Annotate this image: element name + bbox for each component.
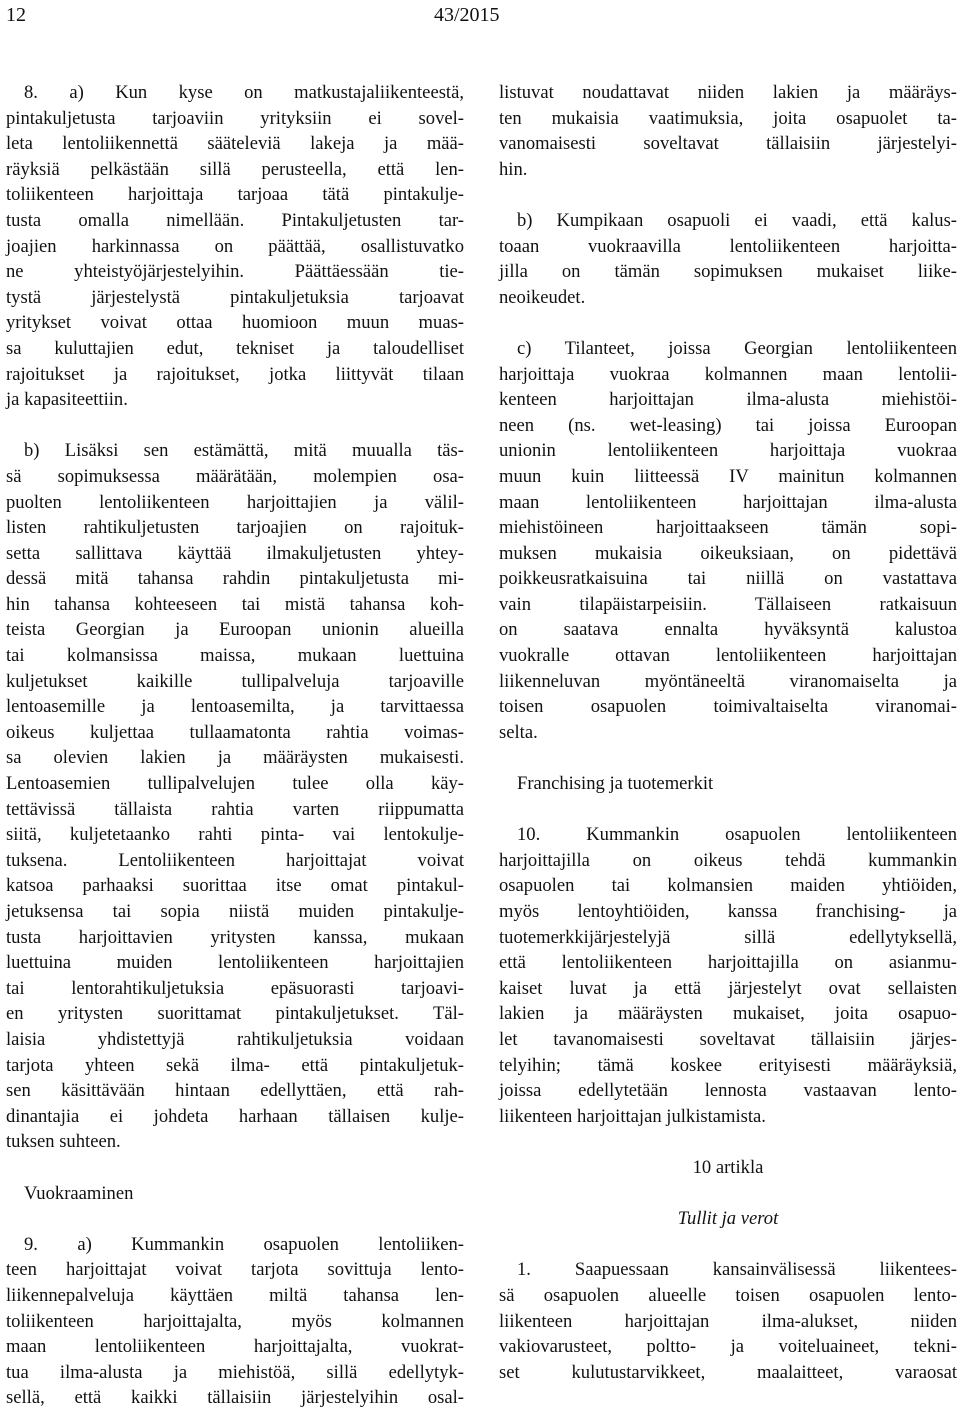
text-line: tuksena. Lentoliikenteen harjoittajat voivat (6, 849, 464, 871)
text-line: luettuina muiden lentoliikenteen harjoittajien (6, 952, 464, 974)
text-line: muksen mukaisia oikeuksiaan, on pidettävä (499, 542, 957, 564)
text-line: dinantajia ei johdeta harhaan tällaisen kulje- (6, 1105, 464, 1127)
text-line: en yritysten suorittamat pintakuljetukset. Täl- (6, 1003, 464, 1025)
text-line: c) Tilanteet, joissa Georgian lentoliikenteen (517, 337, 957, 359)
text-line: vuokralle ottavan lentoliikenteen harjoittajan (499, 645, 957, 667)
text-line: sen käsittävään hintaan edellyttäen, että rah- (6, 1080, 464, 1102)
paragraph (499, 80, 957, 182)
text-line: tua ilma-alusta ja miehistöä, sillä edellytyk- (6, 1361, 464, 1383)
text-line: sä osapuolen alueelle toisen osapuolen lento- (499, 1284, 957, 1306)
text-line: tusta omalla nimellään. Pintakuljetusten tar- (6, 209, 464, 231)
text-line: pintakuljetusta tarjoaviin yrityksiin ei sovel- (6, 107, 464, 129)
text-line: selta. (499, 721, 538, 743)
text-line: räyksiä pelkästään sillä perusteella, että len- (6, 158, 464, 180)
text-line: listuvat noudattavat niiden lakien ja määräys- (499, 82, 957, 103)
text-line: teista Georgian ja Euroopan unionin alueilla (6, 619, 464, 641)
text-line: tuotemerkkijärjestelyjä sillä edellytyksellä, (499, 926, 957, 948)
text-line: kuljetukset kaikille tullipalveluja tarjoaville (6, 670, 464, 692)
document-reference: 43/2015 (434, 4, 500, 26)
left-column (6, 80, 464, 1411)
text-line: liikenteen harjoittajan julkistamista. (499, 1105, 766, 1127)
right-column (499, 80, 957, 1385)
text-line: puolten lentoliikenteen harjoittajien ja välil- (6, 491, 464, 513)
text-line: maan lentoliikenteen harjoittajalta, vuokrat- (6, 1336, 464, 1358)
text-line: b) Kumpikaan osapuoli ei vaadi, että kalus- (517, 209, 957, 231)
text-line: oikeus kuljettaa tullaamatonta rahtia voimas- (6, 721, 464, 743)
paragraph (6, 1232, 464, 1411)
text-line: miehistöineen harjoittaakseen tämän sopi- (499, 517, 957, 539)
text-line: jilla on tämän sopimuksen mukaiset liike- (499, 261, 957, 283)
text-line: toliikenteen harjoittaja tarjoaa tätä pintakulje- (6, 184, 464, 206)
text-line: 8. a) Kun kyse on matkustajaliikenteestä, (24, 82, 464, 103)
text-line: sä sopimuksessa määrätään, molempien osa- (6, 465, 464, 487)
text-line: 1. Saapuessaan kansainvälisessä liikentees- (517, 1259, 957, 1281)
text-line: tarjota yhteen sekä ilma- että pintakuljetuk- (6, 1054, 464, 1076)
text-line: ne yhteistyöjärjestelyihin. Päättäessään tie- (6, 261, 464, 283)
text-line: on saatava ennalta hyväksyntä kalustoa (499, 619, 957, 641)
paragraph (499, 208, 957, 310)
text-line: jetuksensa tai sopia niistä muiden pintakulje- (6, 901, 464, 922)
text-line: tystä järjestelystä pintakuljetuksia tarjoavat (6, 286, 464, 308)
text-line: sa kuluttajien edut, tekniset ja taloudelliset (6, 337, 464, 359)
text-line: ten mukaisia vaatimuksia, joita osapuolet ta- (499, 107, 957, 129)
text-line: harjoittajilla on oikeus tehdä kummankin (499, 849, 957, 871)
text-line: muun kuin liitteessä IV mainitun kolmannen (499, 465, 957, 487)
text-line: yritykset voivat ottaa huomioon muun muas- (6, 312, 464, 334)
text-line: hin tahansa kohteeseen tai mistä tahansa koh- (6, 593, 464, 615)
text-line: setta sallittava käyttää ilmakuljetusten yhtey- (6, 542, 464, 564)
text-line: joajien harkinnassa on päättää, osallistuvatko (6, 235, 464, 257)
text-line: kaiset luvat ja että järjestelyt ovat sellaisten (499, 977, 957, 999)
article-number: 10 artikla (692, 1156, 764, 1178)
text-line: leta lentoliikennettä sääteleviä lakeja ja mää- (6, 133, 464, 155)
text-line: dessä mitä tahansa rahdin pintakuljetusta mi- (6, 568, 464, 590)
text-line: vanomaisesti soveltavat tällaisiin järjestelyi- (499, 133, 957, 155)
text-line: neoikeudet. (499, 286, 586, 308)
text-line: ja kapasiteettiin. (6, 389, 128, 411)
page-number: 12 (6, 4, 26, 26)
text-line: sa olevien lakien ja määräysten mukaisesti. (6, 747, 464, 769)
section-heading: Vuokraaminen (24, 1182, 134, 1204)
text-line: tettävissä tällaista rahtia varten riippumatta (6, 798, 464, 820)
text-line: liikennepalveluja käyttäen miltä tahansa len- (6, 1284, 464, 1306)
text-line: tusta harjoittavien yritysten kanssa, mukaan (6, 926, 464, 948)
paragraph (499, 822, 957, 1129)
text-line: tai lentorahtikuljetuksia epäsuorasti tarjoavi- (6, 977, 464, 999)
text-line: set kulutustarvikkeet, maalaitteet, varaosat (499, 1361, 957, 1383)
text-line: neen (ns. wet-leasing) tai joissa Euroopan (499, 414, 957, 436)
text-line: unionin lentoliikenteen harjoittaja vuokraa (499, 440, 957, 462)
text-line: lentoasemille ja lentoasemilta, ja tarvittaessa (6, 696, 464, 718)
text-line: kenteen harjoittajan ilma-alusta miehistöi- (499, 389, 957, 411)
text-line: että lentoliikenteen harjoittajilla on asianmu- (499, 952, 957, 974)
text-line: tai kolmansissa maissa, mukaan luettuina (6, 645, 464, 667)
text-line: maan lentoliikenteen harjoittajan ilma-alusta (499, 491, 957, 513)
text-line: Lentoasemien tullipalvelujen tulee olla käy- (6, 773, 464, 795)
text-line: toaan vuokraavilla lentoliikenteen harjoitta- (499, 235, 957, 257)
text-line: 9. a) Kummankin osapuolen lentoliiken- (24, 1233, 464, 1255)
text-line: listen rahtikuljetusten tarjoajien on rajoituk- (6, 517, 464, 539)
paragraph (6, 80, 464, 413)
text-line: 10. Kummankin osapuolen lentoliikenteen (517, 824, 957, 846)
text-line: siitä, kuljetetaanko rahti pinta- vai lentokulje- (6, 824, 464, 846)
text-line: teen harjoittajat voivat tarjota sovittuja lento- (6, 1259, 464, 1281)
text-line: lakien ja määräysten mukaiset, joita osapuo- (499, 1003, 957, 1025)
text-line: let tavanomaisesti soveltavat tällaisiin järjes- (499, 1028, 957, 1050)
text-line: toliikenteen harjoittajalta, myös kolmannen (6, 1310, 464, 1332)
text-line: tuksen suhteen. (6, 1131, 121, 1153)
text-line: joissa edellytetään lennosta vastaavan lento- (499, 1080, 957, 1102)
article-title: Tullit ja verot (677, 1208, 779, 1230)
page-header (0, 4, 960, 34)
text-line: rajoitukset ja rajoitukset, jotka liittyvät tilaan (6, 363, 464, 385)
text-line: katsoa parhaaksi suorittaa itse omat pintakul- (6, 875, 464, 897)
text-line: harjoittaja vuokraa kolmannen maan lentolii- (499, 363, 957, 385)
text-line: liikenneluvan myöntäneeltä viranomaiselta ja (499, 670, 957, 692)
paragraph (6, 438, 464, 1155)
text-line: toisen osapuolen toimivaltaiselta viranomai- (499, 696, 957, 718)
text-line: liikenteen harjoittajan ilma-alukset, niiden (499, 1310, 957, 1332)
text-line: sellä, että kaikki tällaisiin järjestelyihin osal- (6, 1387, 464, 1409)
text-line: laisia yhdistettyjä rahtikuljetuksia voidaan (6, 1028, 464, 1050)
text-line: poikkeusratkaisuina tai niillä on vastattava (499, 568, 957, 590)
text-line: myös lentoyhtiöiden, kanssa franchising- ja (499, 901, 957, 922)
paragraph (499, 336, 957, 746)
text-line: osapuolen tai kolmansien maiden yhtiöiden, (499, 875, 957, 897)
text-line: telyihin; tämä koskee erityisesti määräyksiä, (499, 1054, 957, 1076)
text-line: b) Lisäksi sen estämättä, mitä muualla täs- (24, 440, 464, 462)
text-line: hin. (499, 158, 528, 180)
paragraph (499, 1257, 957, 1385)
text-line: vain tilapäistarpeisiin. Tällaiseen ratkaisuun (499, 593, 957, 615)
text-line: vakiovarusteet, poltto- ja voiteluaineet, tekni- (499, 1336, 957, 1358)
section-heading: Franchising ja tuotemerkit (517, 773, 714, 795)
